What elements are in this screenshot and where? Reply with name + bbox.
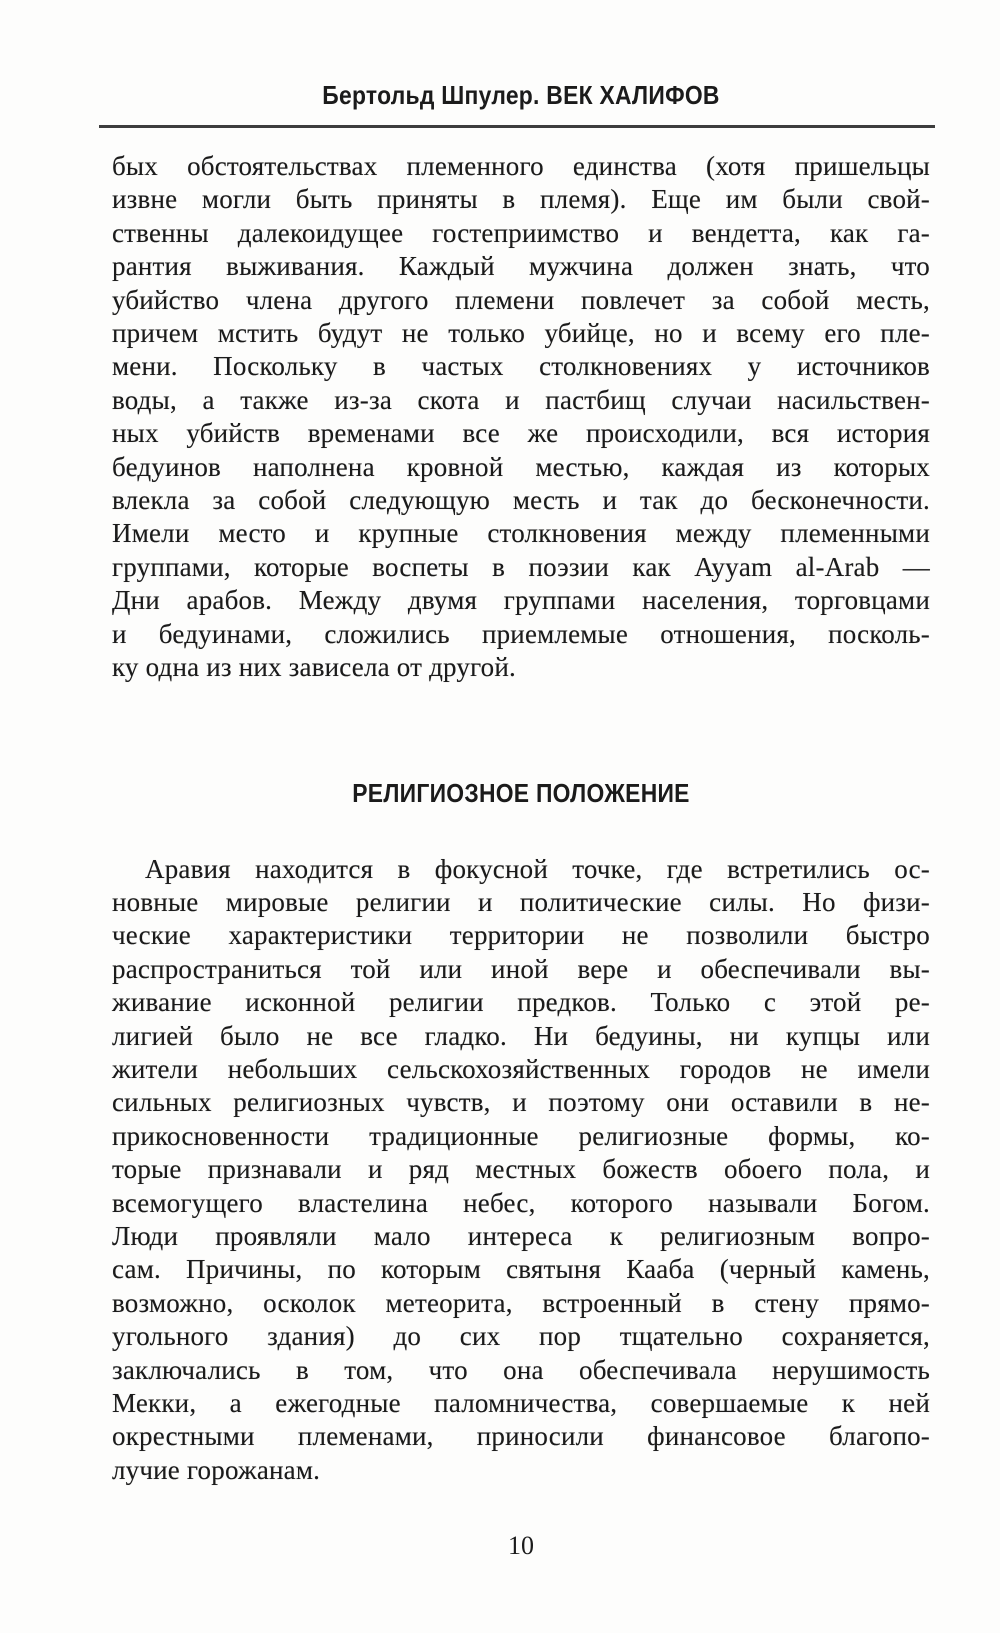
text-line: угольного здания) до сих пор тщательно сохраняется, bbox=[112, 1321, 930, 1352]
running-header: Бертольд Шпулер. ВЕК ХАЛИФОВ bbox=[322, 80, 720, 110]
text-line: заключались в том, что она обеспечивала нерушимость bbox=[112, 1354, 930, 1385]
text-line: ственны далекоидущее гостеприимство и вендетта, как га- bbox=[112, 217, 930, 248]
header-rule bbox=[99, 125, 935, 128]
text-line: воды, а также из-за скота и пастбищ случаи насильствен- bbox=[112, 384, 930, 415]
text-line: Имели место и крупные столкновения между племенными bbox=[112, 518, 930, 549]
text-line: новные мировые религии и политические силы. Но физи- bbox=[112, 886, 930, 917]
text-line: распространиться той или иной вере и обеспечивали вы- bbox=[112, 953, 930, 984]
text-line: живание исконной религии предков. Только с этой ре- bbox=[112, 987, 930, 1018]
text-line: мени. Поскольку в частых столкновениях у источников bbox=[112, 351, 930, 382]
text-line: ку одна из них зависела от другой. bbox=[112, 652, 516, 683]
text-line: сильных религиозных чувств, и поэтому они оставили в не- bbox=[112, 1087, 930, 1118]
text-line: убийство члена другого племени повлечет за собой месть, bbox=[112, 284, 930, 315]
text-line: всемогущего властелина небес, которого называли Богом. bbox=[112, 1187, 930, 1218]
text-line: влекла за собой следующую месть и так до бесконечности. bbox=[112, 485, 930, 516]
text-line: Мекки, а ежегодные паломничества, совершаемые к ней bbox=[112, 1388, 930, 1418]
text-line: жители небольших сельскохозяйственных городов не имели bbox=[112, 1053, 930, 1084]
section-heading: РЕЛИГИОЗНОЕ ПОЛОЖЕНИЕ bbox=[352, 777, 690, 808]
text-line: Аравия находится в фокусной точке, где встретились ос- bbox=[145, 853, 930, 884]
text-line: бедуинов наполнена кровной местью, каждая из которых bbox=[112, 451, 930, 482]
text-line: сам. Причины, по которым святыня Кааба (черный камень, bbox=[112, 1254, 930, 1285]
text-line: Дни арабов. Между двумя группами населения, торговцами bbox=[112, 585, 930, 616]
text-line: возможно, осколок метеорита, встроенный в стену прямо- bbox=[112, 1287, 930, 1318]
text-line: торые признавали и ряд местных божеств обоего пола, и bbox=[112, 1154, 930, 1185]
paragraph bbox=[112, 150, 930, 685]
text-line: окрестными племенами, приносили финансовое благопо- bbox=[112, 1421, 930, 1452]
paragraph bbox=[112, 853, 930, 1488]
text-line: извне могли быть приняты в племя). Еще им были свой- bbox=[112, 184, 930, 215]
text-line: причем мстить будут не только убийце, но и всему его пле- bbox=[112, 318, 930, 349]
text-line: ных убийств временами все же происходили, вся история bbox=[112, 418, 930, 449]
text-line: ческие характеристики территории не позволили быстро bbox=[112, 920, 930, 951]
text-line: группами, которые воспеты в поэзии как Ayyam al-Arab — bbox=[112, 551, 930, 582]
text-block bbox=[112, 0, 930, 1561]
text-line: рантия выживания. Каждый мужчина должен знать, что bbox=[112, 251, 930, 282]
text-line: лучие горожанам. bbox=[112, 1454, 321, 1485]
text-line: Люди проявляли мало интереса к религиозным вопро- bbox=[112, 1220, 930, 1251]
text-line: бых обстоятельствах племенного единства (хотя пришельцы bbox=[112, 151, 930, 181]
text-line: прикосновенности традиционные религиозные формы, ко- bbox=[112, 1120, 930, 1151]
text-line: лигией было не все гладко. Ни бедуины, ни купцы или bbox=[112, 1020, 930, 1051]
text-line: и бедуинами, сложились приемлемые отношения, посколь- bbox=[112, 618, 930, 649]
page-number: 10 bbox=[508, 1531, 534, 1561]
